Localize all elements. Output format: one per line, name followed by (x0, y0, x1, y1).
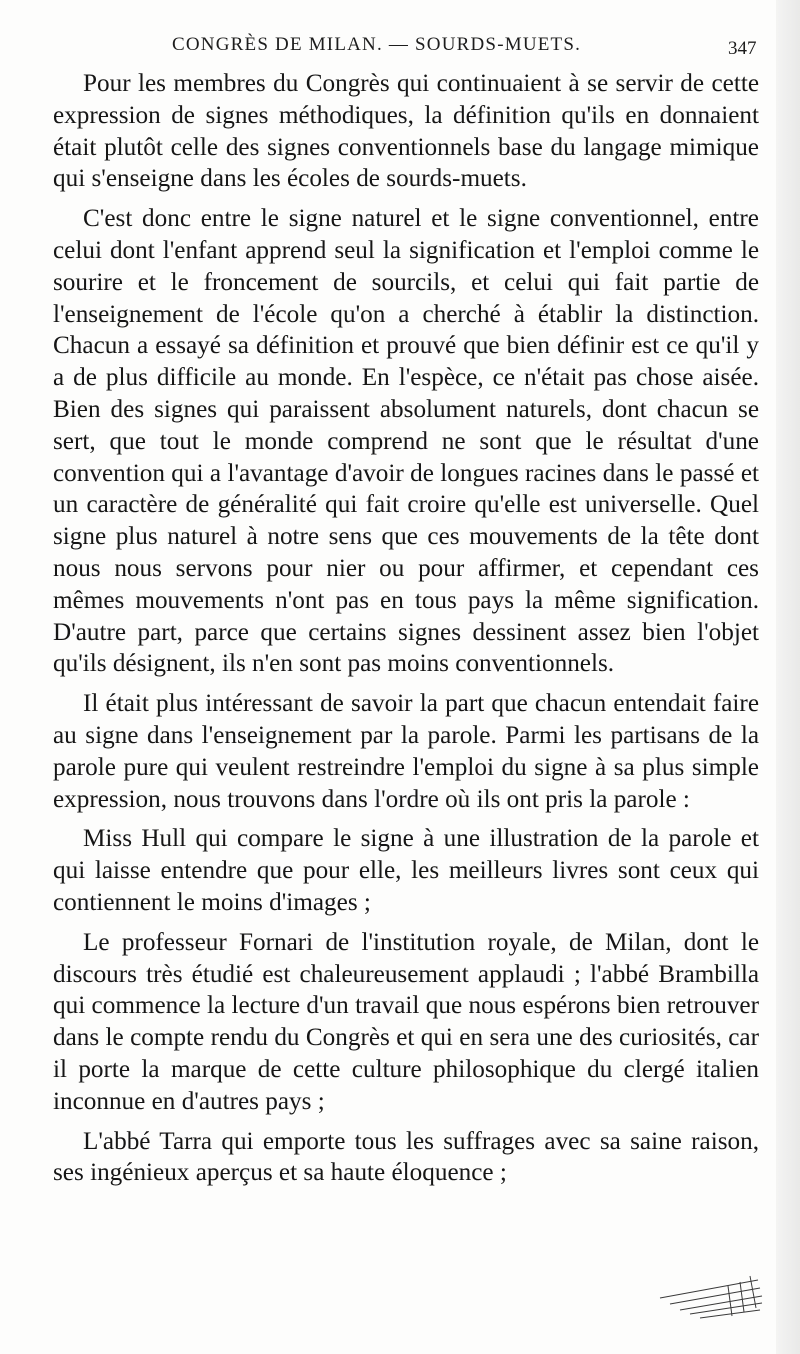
paragraph-5: Le professeur Fornari de l'institution royale, de Milan, dont le discours très étudié est chaleureusement applaudi ; l'abbé Brambilla qui commence la lecture d'un travail que nous espérons bien retrouver dans le compte rendu du Congrès et qui en sera une des curiosités, car il porte la marque de cette culture philosophique du clergé italien inconnue en d'autres pays ; (53, 928, 759, 1115)
paragraph-2: C'est donc entre le signe naturel et le signe conventionnel, entre celui dont l'enfant apprend seul la signification et l'emploi comme le sourire et le froncement de sourcils, et celui qui fait partie de l'enseignement de l'école qu'on a cherché à établir la distinction. Chacun a essayé sa définition et prouvé que bien définir est ce qu'il y a de plus difficile au monde. En l'espèce, ce n'était pas chose aisée. Bien des signes qui paraissent absolument naturels, dont chacun se sert, que tout le monde comprend ne sont que le résultat d'une convention qui a l'avantage d'avoir de longues racines dans le passé et un caractère de généralité qui fait croire qu'elle est universelle. Quel signe plus naturel à notre sens que ces mouvements de la tête dont nous nous servons pour nier ou pour affirmer, et cependant ces mêmes mouvements n'ont pas en tous pays la même signification. D'autre part, parce que certains signes dessinent assez bien l'objet qu'ils désignent, ils n'en sont pas moins conventionnels. (53, 205, 759, 678)
paragraph-1: Pour les membres du Congrès qui continuaient à se servir de cette expression de signes méthodiques, la définition qu'ils en donnaient était plutôt celle des signes conventionnels base du langage mimique qui s'enseigne dans les écoles de sourds-muets. (53, 70, 759, 193)
decorative-flourish (640, 1268, 770, 1328)
running-head: CONGRÈS DE MILAN. — SOURDS-MUETS. (172, 34, 582, 55)
paragraph-3: Il était plus intéressant de savoir la part que chacun entendait faire au signe dans l'enseignement par la parole. Parmi les partisans de la parole pure qui veulent restreindre l'emploi du signe à sa plus simple expression, nous trouvons dans l'ordre où ils ont pris la parole : (53, 690, 759, 813)
page-gutter-shadow (776, 0, 800, 1354)
body-text (53, 68, 759, 1189)
paragraph-4: Miss Hull qui compare le signe à une illustration de la parole et qui laisse entendre que pour elle, les meilleurs livres sont ceux qui contiennent le moins d'images ; (53, 825, 759, 916)
paragraph-6: L'abbé Tarra qui emporte tous les suffrages avec sa saine raison, ses ingénieux aperçus et sa haute éloquence ; (53, 1127, 759, 1187)
page-number: 347 (728, 38, 757, 59)
